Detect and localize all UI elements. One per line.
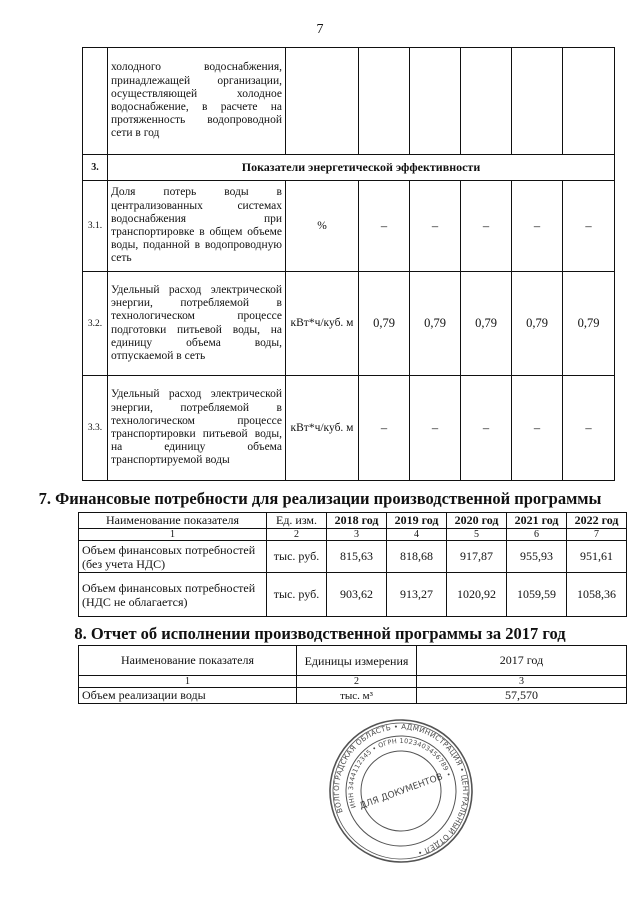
column-index: 7 (567, 529, 627, 541)
value-2018: – (359, 376, 410, 481)
value-2019: – (410, 376, 461, 481)
value-2022: 1058,36 (567, 573, 627, 617)
table-row (83, 272, 615, 376)
table-row (83, 48, 615, 155)
table-row (83, 181, 615, 272)
indicator-name: Удельный расход электрической энергии, потребляемой в технологическом процессе транспортировки питьевой воды, на единицу объема транспортируемой воды (108, 376, 286, 481)
value-2021: 955,93 (507, 541, 567, 573)
column-index: 5 (447, 529, 507, 541)
column-index: 3 (417, 676, 627, 688)
indicator-unit: тыс. руб. (267, 541, 327, 573)
section-8-heading: 8. Отчет об исполнении производственной программы за 2017 год (74, 624, 566, 643)
seal-stamp (326, 716, 476, 866)
header-row (79, 513, 627, 529)
value-2021: 0,79 (512, 272, 563, 376)
column-index: 2 (267, 529, 327, 541)
column-header: 2022 год (567, 513, 627, 529)
value-2020: 1020,92 (447, 573, 507, 617)
continuation-text: холодного водоснабжения, принадлежащей организации, осуществляющей холодное водоснабжение, в расчете на протяженность водопроводной сети в год (108, 48, 286, 155)
table-row (79, 573, 627, 617)
value-2020: – (461, 181, 512, 272)
value-2020: 0,79 (461, 272, 512, 376)
table-row (79, 541, 627, 573)
column-index: 4 (387, 529, 447, 541)
indicator-unit: кВт*ч/куб. м (286, 272, 359, 376)
column-header: 2018 год (327, 513, 387, 529)
value-2019: 0,79 (410, 272, 461, 376)
column-header: 2019 год (387, 513, 447, 529)
column-index: 6 (507, 529, 567, 541)
table-row (83, 376, 615, 481)
stamp-inner-text: ИНН 3444112345 • ОГРН 1023403456789 • (346, 736, 453, 810)
value-2020: – (461, 376, 512, 481)
row-number: 3.2. (83, 272, 108, 376)
column-header: Ед. изм. (267, 513, 327, 529)
stamp-outer-text: ВОЛГОГРАДСКАЯ ОБЛАСТЬ • АДМИНИСТРАЦИЯ • ЦЕНТРАЛЬНЫЙ ОТДЕЛ • (331, 721, 471, 858)
column-header: Наименование показателя (79, 646, 297, 676)
value-2017: 57,570 (417, 688, 627, 704)
indicator-name: Доля потерь воды в централизованных системах водоснабжения при транспортировке в общем объеме воды, поданной в водопроводную сеть (108, 181, 286, 272)
value-2021: – (512, 181, 563, 272)
value-2018: – (359, 181, 410, 272)
value-2021: – (512, 376, 563, 481)
indicator-name: Объем финансовых потребностей (НДС не облагается) (79, 573, 267, 617)
row-number: 3.3. (83, 376, 108, 481)
indicator-unit: тыс. м³ (297, 688, 417, 704)
financial-needs-table (78, 512, 627, 617)
section-title: Показатели энергетической эффективности (108, 155, 615, 181)
column-header: Единицы измерения (297, 646, 417, 676)
column-index: 1 (79, 529, 267, 541)
column-header: 2021 год (507, 513, 567, 529)
header-row (79, 646, 627, 676)
page-number: 7 (316, 22, 324, 37)
column-index: 2 (297, 676, 417, 688)
value-2022: 951,61 (567, 541, 627, 573)
value-2019: 913,27 (387, 573, 447, 617)
value-2022: 0,79 (563, 272, 615, 376)
indicator-name: Объем финансовых потребностей (без учета НДС) (79, 541, 267, 573)
row-number: 3.1. (83, 181, 108, 272)
column-header: Наименование показателя (79, 513, 267, 529)
column-header: 2017 год (417, 646, 627, 676)
indicator-name: Объем реализации воды (79, 688, 297, 704)
value-2018: 903,62 (327, 573, 387, 617)
value-2022: – (563, 181, 615, 272)
indicator-unit: тыс. руб. (267, 573, 327, 617)
section-number: 3. (83, 155, 108, 181)
column-index: 3 (327, 529, 387, 541)
index-row (79, 529, 627, 541)
section-7-heading: 7. Финансовые потребности для реализации производственной программы (38, 489, 602, 508)
indicator-unit: % (286, 181, 359, 272)
index-row (79, 676, 627, 688)
table-row (79, 688, 627, 704)
value-2021: 1059,59 (507, 573, 567, 617)
section-row (83, 155, 615, 181)
value-2022: – (563, 376, 615, 481)
value-2020: 917,87 (447, 541, 507, 573)
indicator-name: Удельный расход электрической энергии, потребляемой в технологическом процессе подготовки питьевой воды, на единицу объема воды, отпускаемой в сеть (108, 272, 286, 376)
execution-report-table (78, 645, 627, 704)
indicator-unit: кВт*ч/куб. м (286, 376, 359, 481)
value-2019: – (410, 181, 461, 272)
value-2019: 818,68 (387, 541, 447, 573)
column-index: 1 (79, 676, 297, 688)
energy-efficiency-table (82, 47, 615, 481)
stamp-center-text: ДЛЯ ДОКУМЕНТОВ (358, 772, 445, 812)
column-header: 2020 год (447, 513, 507, 529)
value-2018: 815,63 (327, 541, 387, 573)
value-2018: 0,79 (359, 272, 410, 376)
